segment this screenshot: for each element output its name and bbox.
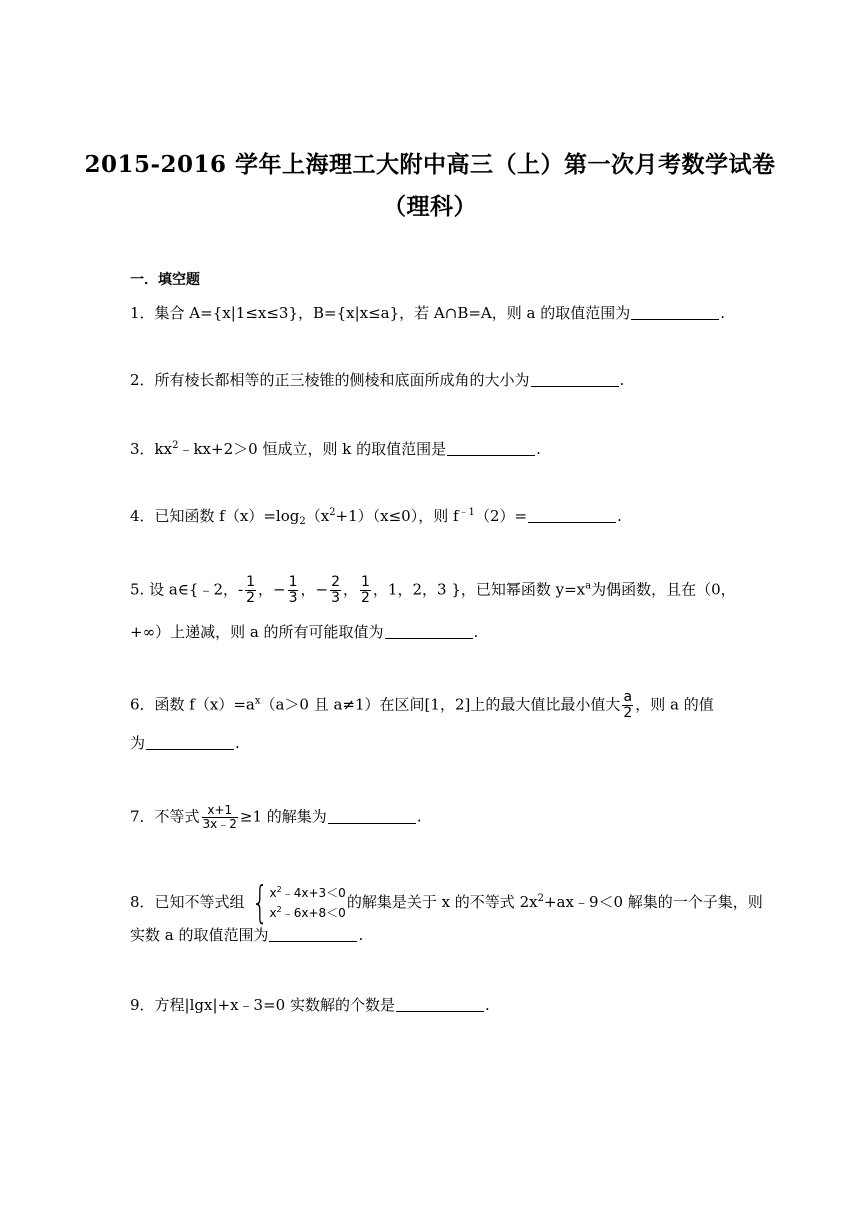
exponent: 2 [172,440,179,451]
period: . [484,996,490,1014]
question-text: （a＞0 且 a≠1）在区间[1，2]上的最大值比最小值大 [260,695,621,714]
period: . [536,440,541,458]
question-text: 为 [130,734,146,752]
question-text: 2．所有棱长都相等的正三棱锥的侧棱和底面所成角的大小为 [130,371,530,389]
numerator: 1 [361,574,370,590]
period: . [235,734,240,752]
period: . [619,371,625,389]
answer-blank[interactable] [631,304,719,320]
question-text: 8．已知不等式组 [130,893,245,911]
system-line-1: $x^2﹣4x+3<0$ [269,885,346,900]
fraction [622,690,633,721]
question-7 [130,804,735,831]
question-text: ，则 a 的值 [635,695,714,714]
numerator: a [623,689,633,705]
denominator: 2 [246,590,255,606]
exponent: 2 [329,507,336,518]
exponent: 2 [537,893,544,904]
numerator: 1 [288,574,298,590]
question-5 [130,575,735,606]
question-text: （x [305,507,330,525]
fraction [330,575,341,606]
question-text: 7．不等式 [130,807,200,826]
separator: ，1，2，3 } [372,580,461,599]
question-4 [130,506,735,526]
question-text: 5. 设 a∈{﹣2，- [130,580,244,599]
question-8-line-2 [130,925,735,945]
period: . [358,926,364,944]
denominator: 3 [331,590,340,606]
numerator: 1 [246,574,255,590]
denominator: 3x﹣2 [202,817,237,831]
left-brace: { [251,877,268,928]
denominator: 2 [623,705,633,721]
separator: ，− [257,580,286,599]
page-title: 2015-2016 学年上海理工大附中高三（上）第一次月考数学试卷 [84,151,776,178]
question-text: 6．函数 f（x）=a [130,695,255,714]
answer-blank[interactable] [328,808,416,824]
exponent: x [254,695,261,707]
question-text: （2）= [474,507,528,525]
separator: ， [342,580,358,599]
denominator: 2 [361,590,370,606]
separator: ，− [300,580,329,599]
question-3 [130,439,735,459]
question-text: +1）（x≤0），则 f [335,507,459,525]
answer-blank[interactable] [528,507,616,523]
question-1 [130,303,735,323]
period: . [720,304,726,322]
question-9 [130,995,735,1015]
answer-blank[interactable] [531,371,619,387]
question-text: 4．已知函数 f（x）=log [130,507,300,525]
question-6-line-2 [130,733,735,753]
fraction [245,575,256,606]
question-2 [130,370,735,390]
question-8 [130,877,763,928]
question-6 [130,690,735,721]
numerator: x+1 [207,803,233,817]
question-text: 实数 a 的取值范围为 [130,926,269,944]
answer-blank[interactable] [146,734,234,750]
page-subtitle: （理科） [383,193,477,220]
numerator: 2 [331,574,340,590]
period: . [416,807,422,826]
question-text: 9．方程|lgx|+x﹣3=0 实数解的个数是 [130,996,395,1014]
question-text: 的解集是关于 x 的不等式 2x [346,893,538,911]
question-5-line-2 [130,622,735,642]
answer-blank[interactable] [269,926,357,942]
question-text: +ax﹣9＜0 解集的一个子集，则 [543,893,763,911]
period: . [617,507,622,525]
exponent: a [585,580,592,592]
subscript: 2 [299,516,306,527]
fraction [288,575,299,606]
question-text: ﹣kx+2＞0 恒成立，则 k 的取值范围是 [178,440,447,458]
question-text: 3．kx [130,440,173,458]
denominator: 3 [288,590,298,606]
question-text: +∞）上递减，则 a 的所有可能取值为 [130,623,384,641]
fraction [360,575,371,606]
answer-blank[interactable] [447,440,535,456]
question-text: ≥1 的解集为 [239,807,327,826]
period: . [473,623,479,641]
question-text: 为偶函数，且在（0， [591,580,736,599]
fraction [202,804,238,831]
section-heading: 一．填空题 [130,272,200,288]
question-text: 1．集合 A={x|1≤x≤3}，B={x|x≤a}，若 A∩B=A，则 a 的取值范围为 [130,304,631,322]
inequality-system [246,877,346,928]
answer-blank[interactable] [385,623,473,639]
system-line-2: $x^2﹣6x+8<0$ [269,905,346,920]
exponent: ﹣1 [458,507,475,518]
answer-blank[interactable] [396,996,484,1012]
question-text: ，已知幂函数 y=x [460,580,586,599]
